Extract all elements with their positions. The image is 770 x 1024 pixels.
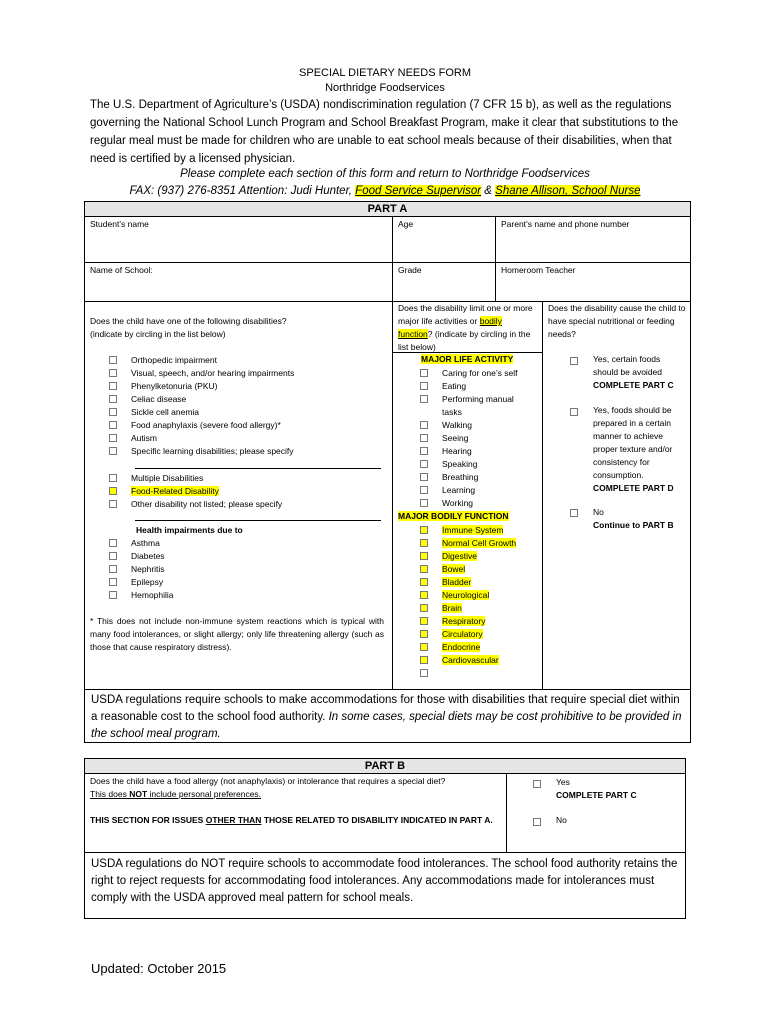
homeroom-label: Homeroom Teacher [501, 265, 576, 275]
part-b-yes [556, 776, 637, 802]
checkbox[interactable] [109, 539, 117, 547]
part-b-no-label: No [556, 815, 567, 825]
part-b-header: PART B [84, 758, 686, 774]
activity-question [398, 302, 538, 354]
item-label: Cardiovascular [442, 654, 499, 665]
major-life-title-text: MAJOR LIFE ACTIVITY [421, 354, 514, 364]
item-label: Orthopedic impairment [131, 354, 217, 365]
list-item[interactable] [392, 418, 542, 431]
list-item[interactable] [392, 588, 542, 601]
health-title: Health impairments due to [136, 525, 243, 535]
item-label: Endocrine [442, 641, 481, 652]
organization-name: Northridge Foodservices [325, 82, 445, 94]
checkbox[interactable] [420, 486, 428, 494]
list-item[interactable] [392, 366, 542, 379]
checkbox[interactable] [420, 382, 428, 390]
item-label: Other disability not listed; please specify [131, 498, 283, 509]
divider [506, 773, 507, 852]
checkbox[interactable] [420, 643, 428, 651]
list-item[interactable] [392, 614, 542, 627]
part-b-section-a: THIS SECTION FOR ISSUES [90, 815, 206, 825]
school-label: Name of School: [90, 265, 153, 275]
divider [84, 262, 691, 263]
checkbox[interactable] [420, 552, 428, 560]
checkbox[interactable] [420, 460, 428, 468]
list-item[interactable] [392, 483, 542, 496]
contact-nurse: Shane Allison, School Nurse [495, 185, 641, 197]
list-item[interactable] [392, 666, 542, 679]
checkbox[interactable] [109, 500, 117, 508]
item-label: Eating [442, 380, 467, 391]
list-item[interactable] [392, 536, 542, 549]
student-name-label: Student’s name [90, 219, 149, 229]
checkbox[interactable] [420, 630, 428, 638]
part-a-header: PART A [84, 201, 691, 217]
option-avoid-checkbox[interactable] [570, 357, 578, 365]
option-no-action: Continue to PART B [593, 520, 674, 530]
divider [495, 216, 496, 301]
disability-list-2 [84, 471, 384, 510]
list-item[interactable] [84, 536, 384, 549]
specify-line-2[interactable] [135, 520, 381, 521]
item-label: Normal Cell Growth [442, 537, 517, 548]
divider [542, 301, 543, 689]
usda-note-a-italic: In some cases, special diets may be cost prohibitive to be provided in the school meal program. [91, 711, 682, 740]
list-item[interactable] [84, 405, 384, 418]
disability-list [84, 353, 384, 457]
disability-question: Does the child have one of the following disabilities? (indicate by circling in the list below) [90, 316, 287, 339]
item-label: Multiple Disabilities [131, 472, 204, 483]
item-label: Specific learning disabilities; please specify [131, 445, 294, 456]
item-label: Walking [442, 419, 472, 430]
part-b-note-a: This does [90, 789, 130, 799]
item-label: Immune System [442, 524, 504, 535]
contact-supervisor: Food Service Supervisor [355, 185, 482, 197]
item-label: Food-Related Disability [131, 485, 219, 496]
item-label: Epilepsy [131, 576, 164, 587]
item-label: Nephritis [131, 563, 165, 574]
checkbox[interactable] [109, 578, 117, 586]
item-label: Diabetes [131, 550, 165, 561]
checkbox[interactable] [109, 382, 117, 390]
checkbox[interactable] [420, 591, 428, 599]
list-item[interactable] [392, 640, 542, 653]
item-label: Sickle cell anemia [131, 406, 200, 417]
part-b-question [90, 775, 500, 801]
part-b-yes-label: Yes [556, 777, 570, 787]
checkbox[interactable] [109, 447, 117, 455]
list-item[interactable] [84, 575, 384, 588]
item-label: Seeing [442, 432, 469, 443]
part-b-note-b: include personal preferences. [147, 789, 262, 799]
list-item[interactable] [392, 457, 542, 470]
checkbox[interactable] [420, 421, 428, 429]
divider [84, 689, 691, 690]
checkbox[interactable] [420, 539, 428, 547]
item-label: Celiac disease [131, 393, 187, 404]
feeding-question: Does the disability cause the child to have special nutritional or feeding needs? [548, 303, 686, 339]
part-b-yes-checkbox[interactable] [533, 780, 541, 788]
part-b-section [90, 814, 493, 827]
checkbox[interactable] [420, 578, 428, 586]
item-label: Learning [442, 484, 476, 495]
item-label: Circulatory [442, 628, 483, 639]
activity-question-b: ? (indicate by circling in the list below) [398, 329, 531, 352]
list-item[interactable] [84, 497, 384, 510]
bodily-function-highlight: bodily function [398, 316, 502, 339]
checkbox[interactable] [109, 369, 117, 377]
parent-label: Parent’s name and phone number [501, 219, 630, 229]
intro-paragraph: The U.S. Department of Agriculture’s (USDA) nondiscrimination regulation (7 CFR 15 b), as well as the regulations governing the National School Lunch Program and School Breakfast Program, make it clear that substitutions to the regular meal must be made for children who are unable to eat school meals because of their disabilities, when that need is certified by a licensed physician. [90, 99, 679, 165]
item-label: Working [442, 497, 474, 508]
item-label: Hemophilia [131, 589, 174, 600]
usda-note-b: USDA regulations do NOT require schools to accommodate food intolerances. The school food authority retains the right to reject requests for accommodating food intolerances. Any accommodations made for intolerances must comply with the USDA approved meal pattern for school meals. [91, 858, 678, 904]
option-no-text [593, 506, 688, 532]
checkbox[interactable] [420, 473, 428, 481]
item-label: Autism [131, 432, 157, 443]
major-bodily-title-text: MAJOR BODILY FUNCTION [398, 511, 509, 521]
checkbox[interactable] [109, 474, 117, 482]
part-b-note-not: NOT [129, 789, 148, 799]
list-item[interactable] [392, 549, 542, 562]
checkbox[interactable] [109, 434, 117, 442]
fax-text: FAX: (937) 276-8351 Attention: Judi Hunter, [129, 185, 356, 197]
item-label: Digestive [442, 550, 477, 561]
checkbox[interactable] [109, 591, 117, 599]
item-label: Phenylketonuria (PKU) [131, 380, 218, 391]
item-label: Visual, speech, and/or hearing impairments [131, 367, 295, 378]
checkbox[interactable] [109, 356, 117, 364]
list-item[interactable] [84, 431, 384, 444]
major-bodily-list [392, 523, 542, 679]
list-item [392, 405, 542, 418]
instruction-line: Please complete each section of this form and return to Northridge Foodservices [180, 168, 590, 180]
list-item[interactable] [84, 549, 384, 562]
health-list [84, 536, 384, 601]
checkbox[interactable] [109, 552, 117, 560]
checkbox[interactable] [420, 499, 428, 507]
major-bodily-title [398, 510, 509, 523]
usda-note-a-text: USDA regulations require schools to make accommodations for those with disabilities that require special diet within a reasonable cost to the school food authority. [91, 694, 680, 723]
divider [84, 852, 686, 853]
checkbox[interactable] [109, 421, 117, 429]
item-label: Bladder [442, 576, 472, 587]
list-item[interactable] [392, 627, 542, 640]
option-texture-label: Yes, foods should be prepared in a certain manner to achieve proper texture and/or consistency for consumption. [593, 405, 673, 480]
item-label: Neurological [442, 589, 490, 600]
list-item[interactable] [84, 353, 384, 366]
checkbox[interactable] [420, 369, 428, 377]
checkbox[interactable] [420, 669, 428, 677]
list-item[interactable] [84, 484, 384, 497]
option-no-checkbox[interactable] [570, 509, 578, 517]
checkbox[interactable] [420, 604, 428, 612]
checkbox[interactable] [420, 395, 428, 403]
checkbox[interactable] [420, 434, 428, 442]
item-label: Bowel [442, 563, 466, 574]
list-item[interactable] [392, 431, 542, 444]
checkbox[interactable] [109, 408, 117, 416]
option-texture-text [593, 404, 688, 495]
item-label: Speaking [442, 458, 478, 469]
checkbox[interactable] [420, 447, 428, 455]
major-life-list [392, 366, 542, 509]
activity-question-a: Does the disability limit one or more major life activities or [398, 303, 533, 326]
part-b-no-checkbox[interactable] [533, 818, 541, 826]
list-item[interactable] [392, 392, 542, 405]
list-item[interactable] [84, 444, 384, 457]
list-item[interactable] [84, 588, 384, 601]
list-item[interactable] [392, 653, 542, 666]
form-title: SPECIAL DIETARY NEEDS FORM [299, 67, 471, 79]
list-item[interactable] [392, 379, 542, 392]
fax-line [0, 185, 770, 197]
checkbox[interactable] [420, 526, 428, 534]
list-item[interactable] [392, 444, 542, 457]
footnote: * This does not include non-immune system reactions which is typical with many food intolerances, or slight allergy; only life threatening allergy (such as those that cause respiratory distress). [90, 616, 384, 652]
part-b-question-text: Does the child have a food allergy (not anaphylaxis) or intolerance that requires a special diet? [90, 776, 446, 786]
checkbox[interactable] [420, 656, 428, 664]
part-b-section-b: THOSE RELATED TO DISABILITY INDICATED IN PART A. [261, 815, 493, 825]
contact-amp: & [481, 185, 496, 197]
item-label: Asthma [131, 537, 160, 548]
updated-date: Updated: October 2015 [91, 961, 227, 976]
item-label: Caring for one’s self [442, 367, 518, 378]
part-b-section-other: OTHER THAN [205, 815, 262, 825]
list-item[interactable] [392, 523, 542, 536]
checkbox[interactable] [420, 565, 428, 573]
item-label: Food anaphylaxis (severe food allergy)* [131, 419, 281, 430]
item-label: Hearing [442, 445, 472, 456]
option-avoid-text [593, 353, 685, 392]
list-item[interactable] [392, 601, 542, 614]
option-no-label: No [593, 507, 604, 517]
checkbox[interactable] [109, 395, 117, 403]
list-item[interactable] [84, 366, 384, 379]
item-label: Brain [442, 602, 462, 613]
usda-note-a [91, 692, 687, 743]
item-label: Performing manual [442, 393, 514, 404]
age-label: Age [398, 219, 414, 229]
item-label: tasks [442, 406, 462, 417]
list-item[interactable] [84, 392, 384, 405]
list-item[interactable] [392, 575, 542, 588]
option-avoid-label: Yes, certain foods should be avoided [593, 354, 663, 377]
part-b-yes-action: COMPLETE PART C [556, 790, 637, 800]
list-item[interactable] [84, 418, 384, 431]
checkbox[interactable] [420, 617, 428, 625]
specify-line[interactable] [135, 468, 381, 469]
list-item[interactable] [84, 379, 384, 392]
checkbox[interactable] [109, 565, 117, 573]
option-texture-action: COMPLETE PART D [593, 483, 674, 493]
item-label: Respiratory [442, 615, 486, 626]
grade-label: Grade [398, 265, 422, 275]
item-label: Breathing [442, 471, 479, 482]
list-item[interactable] [392, 470, 542, 483]
checkbox[interactable] [109, 487, 117, 495]
option-texture-checkbox[interactable] [570, 408, 578, 416]
option-avoid-action: COMPLETE PART C [593, 380, 674, 390]
part-b-note [90, 789, 261, 799]
list-item[interactable] [392, 562, 542, 575]
list-item[interactable] [84, 471, 384, 484]
list-item[interactable] [392, 496, 542, 509]
major-life-title [421, 353, 513, 366]
list-item[interactable] [84, 562, 384, 575]
